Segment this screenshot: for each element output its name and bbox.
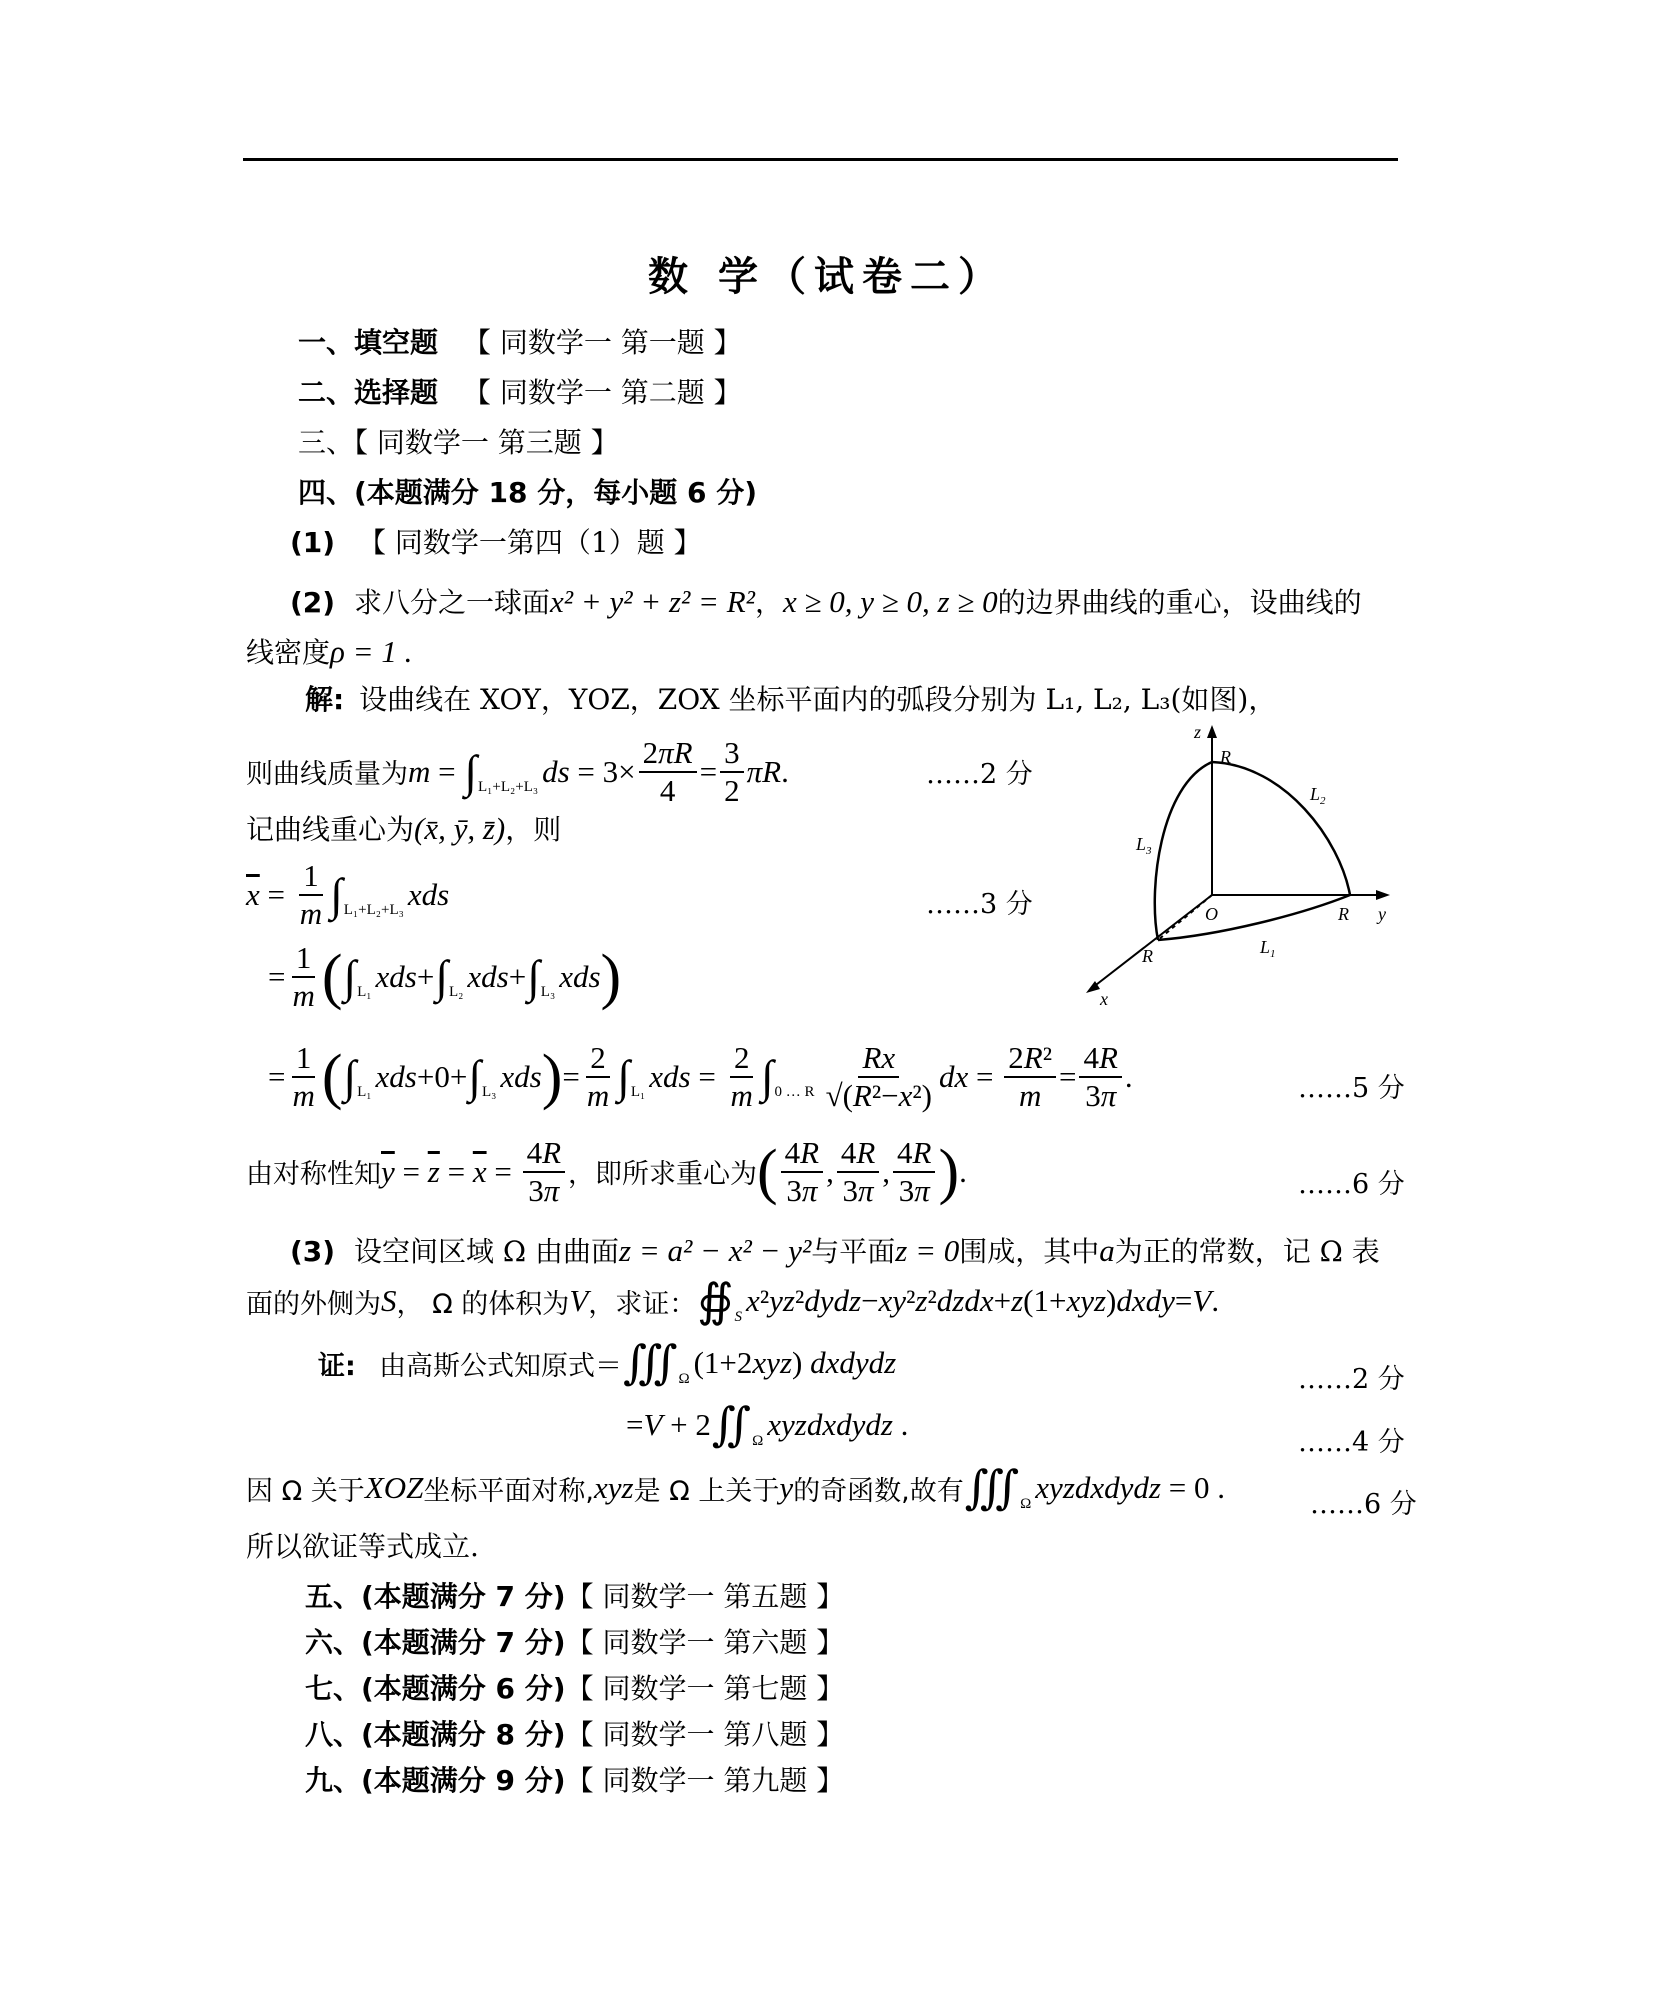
xbar-result: = $\frac{1}{m}$ ( ∫ L₁ xds +0+ ∫ L₃ xds ) = $\frac{2}{m}$ ∫ L₁ xds = $\frac{2}{m}$ ∫ 0 … R $\frac{Rx}{\text{√(R²−x²)}}$ dx = $\frac{\text{2R²}}{m}$ = $\frac{4R}{3\pi}$ . (268, 1040, 1133, 1113)
score-6: ……6 分 (1298, 1169, 1405, 1200)
section-9-ref: 【 同数学一 第九题 】 (565, 1764, 845, 1797)
question-4-2-line1 (290, 583, 1362, 620)
mass-text: 则曲线质量为 (246, 759, 408, 791)
arc-L2 (1212, 762, 1350, 895)
arc-L1 (1158, 895, 1350, 940)
xbar-expand: = $\frac{1}{m}$ ( ∫ L₁ xds + ∫ L₂ xds + ∫ L₃ xds ) (268, 940, 622, 1013)
proof-score-6: ……6 分 (1310, 1489, 1417, 1520)
solution-label: 解: (305, 683, 345, 716)
section-9-heading: 九、(本题满分 9 分) (305, 1764, 566, 1797)
plane-equation: z = 0 (895, 1233, 960, 1268)
section-5-ref: 【 同数学一 第五题 】 (565, 1580, 845, 1613)
surface-equation: z = a² − x² − y² (619, 1233, 812, 1268)
score-2: ……2 分 (926, 759, 1033, 790)
solution-line (305, 683, 1276, 717)
section-2-ref: 【 同数学一 第二题 】 (462, 376, 742, 409)
question-4-2-text-cont: 的边界曲线的重心，设曲线的 (997, 586, 1362, 619)
centroid-tail: ，则 (505, 813, 562, 846)
top-rule (243, 158, 1398, 161)
y-arrow-icon (1376, 890, 1390, 900)
section-1 (298, 326, 742, 360)
q3-text-e: 面的外侧为 (246, 1288, 381, 1320)
q3-text-a: 设空间区域 Ω 由曲面 (353, 1235, 620, 1268)
density-value: ρ = 1 . (330, 634, 413, 669)
section-5 (305, 1580, 844, 1614)
section-6 (305, 1626, 844, 1660)
section-6-heading: 六、(本题满分 7 分) (305, 1626, 566, 1659)
after-text-4: 的奇函数,故有 (793, 1475, 964, 1507)
question-4-2-number: (2) (290, 586, 336, 619)
section-7-heading: 七、(本题满分 6 分) (305, 1672, 566, 1705)
q3-text-f: ， Ω 的体积为 (396, 1288, 570, 1320)
symmetry-tail: ，即所求重心为 (568, 1159, 757, 1191)
centroid-line (246, 810, 561, 847)
centroid-symbol: (x̄, ȳ, z̄) (414, 811, 506, 846)
section-2-heading: 二、选择题 (298, 376, 439, 409)
conclusion: 所以欲证等式成立. (246, 1530, 479, 1563)
centroid-text: 记曲线重心为 (246, 813, 415, 846)
x-axis (1092, 895, 1212, 988)
after-text-1: 因 Ω 关于 (246, 1475, 365, 1507)
section-1-ref: 【 同数学一 第一题 】 (462, 326, 742, 359)
page-title: 数 学（试卷二） (648, 254, 1006, 300)
proof-score-2: ……2 分 (1298, 1364, 1405, 1395)
V-symbol: V (569, 1283, 589, 1318)
label-R-x: R (1142, 946, 1153, 966)
S-symbol: S (381, 1283, 397, 1318)
section-9 (305, 1764, 844, 1798)
section-6-ref: 【 同数学一 第六题 】 (565, 1626, 845, 1659)
proof-line1: 证: 由高斯公式知原式＝ ∭ Ω (1+2 xyz ) dxdydz (318, 1337, 897, 1388)
q3-text-d: 为正的常数，记 Ω 表 (1114, 1235, 1380, 1268)
z-arrow-icon (1207, 725, 1217, 738)
arc-L3 (1155, 762, 1212, 940)
y-symbol: y (779, 1470, 794, 1505)
question-4-1 (290, 526, 702, 560)
score-3: ……3 分 (926, 889, 1033, 920)
label-y: y (1378, 904, 1386, 924)
question-4-3-line1 (290, 1232, 1380, 1269)
q3-text-b: 与平面 (811, 1235, 896, 1268)
proof-text: 由高斯公式知原式＝ (379, 1350, 623, 1382)
section-2 (298, 376, 742, 410)
label-R-y: R (1338, 904, 1349, 924)
a-symbol: a (1099, 1233, 1115, 1268)
question-4-1-number: (1) (290, 526, 336, 559)
label-L2: $L_2$ (1310, 784, 1326, 807)
section-4-heading: 四、(本题满分 18 分，每小题 6 分) (298, 476, 758, 509)
score-5: ……5 分 (1298, 1073, 1405, 1104)
label-R-z: R (1220, 747, 1231, 767)
xoz-symbol: XOZ (364, 1470, 424, 1505)
proof-score-4: ……4 分 (1298, 1427, 1405, 1458)
proof-label: 证: (318, 1350, 356, 1382)
label-L1: $L_1$ (1260, 937, 1276, 960)
section-7-ref: 【 同数学一 第七题 】 (565, 1672, 845, 1705)
question-4-2-text: 求八分之一球面 (353, 586, 550, 619)
mass-formula: 则曲线质量为 m = ∫ L₁+L₂+L₃ ds = 3× $\frac{2\pi R}{4}$ = $\frac{3}{2}$ πR . (246, 735, 789, 808)
symmetry-text: 由对称性知 (246, 1159, 381, 1191)
question-4-3-line2: 面的外侧为 S ， Ω 的体积为 V ，求证： ∯ S x ² yz ² dydz − xy ² z ² dzdx + z (1+ xyz ) dxdy = V . (246, 1275, 1220, 1326)
after-text-3: 是 Ω 上关于 (633, 1475, 780, 1507)
proof-line3: 因 Ω 关于 XOZ 坐标平面对称, xyz 是 Ω 上关于 y 的奇函数,故有 ∭ Ω xyzdxdydz = 0 . (246, 1462, 1225, 1513)
solution-text: 设曲线在 XOY，YOZ，ZOX 坐标平面内的弧段分别为 L₁, L₂, L₃(如图)， (359, 683, 1277, 716)
label-L3: $L_3$ (1136, 834, 1152, 857)
section-3: 三、【 同数学一 第三题 】 (298, 426, 619, 459)
symmetry-line: 由对称性知 $\overline{y}$ = $\overline{z}$ = $\overline{x}$ = $\frac{4R}{3\pi}$ ，即所求重心为 ( $\frac{4R}{3\pi}$ , $\frac{4R}{3\pi}$ , $\frac{4R}{3\pi}$ ) . (246, 1135, 967, 1208)
xbar-formula: $\overline{x}$ = $\frac{1}{m}$ ∫ L₁+L₂+L₃ xds (246, 858, 450, 931)
octant-condition: x ≥ 0, y ≥ 0, z ≥ 0 (782, 584, 998, 619)
question-4-2-line2 (246, 633, 412, 670)
label-z: z (1194, 722, 1202, 742)
comma: ， (754, 586, 783, 619)
label-origin: O (1205, 904, 1218, 924)
q3-text-c: 围成，其中 (959, 1235, 1100, 1268)
section-8 (305, 1718, 844, 1752)
quarter-sphere-figure (1070, 720, 1400, 1010)
question-4-1-ref: 【 同数学一第四（1）题 】 (357, 526, 702, 559)
density-text: 线密度 (246, 636, 331, 669)
section-8-ref: 【 同数学一 第八题 】 (565, 1718, 845, 1751)
sphere-equation: x² + y² + z² = R² (550, 584, 755, 619)
section-5-heading: 五、(本题满分 7 分) (305, 1580, 566, 1613)
q3-text-g: ，求证： (588, 1288, 697, 1320)
label-x: x (1100, 989, 1108, 1009)
section-1-heading: 一、填空题 (298, 326, 439, 359)
question-4-3-number: (3) (290, 1235, 336, 1268)
section-8-heading: 八、(本题满分 8 分) (305, 1718, 566, 1751)
after-text-2: 坐标平面对称, (423, 1475, 594, 1507)
section-7 (305, 1672, 844, 1706)
xyz-symbol: xyz (593, 1470, 634, 1505)
proof-line2: = V + 2 ∬ Ω xyzdxdydz . (626, 1399, 909, 1450)
